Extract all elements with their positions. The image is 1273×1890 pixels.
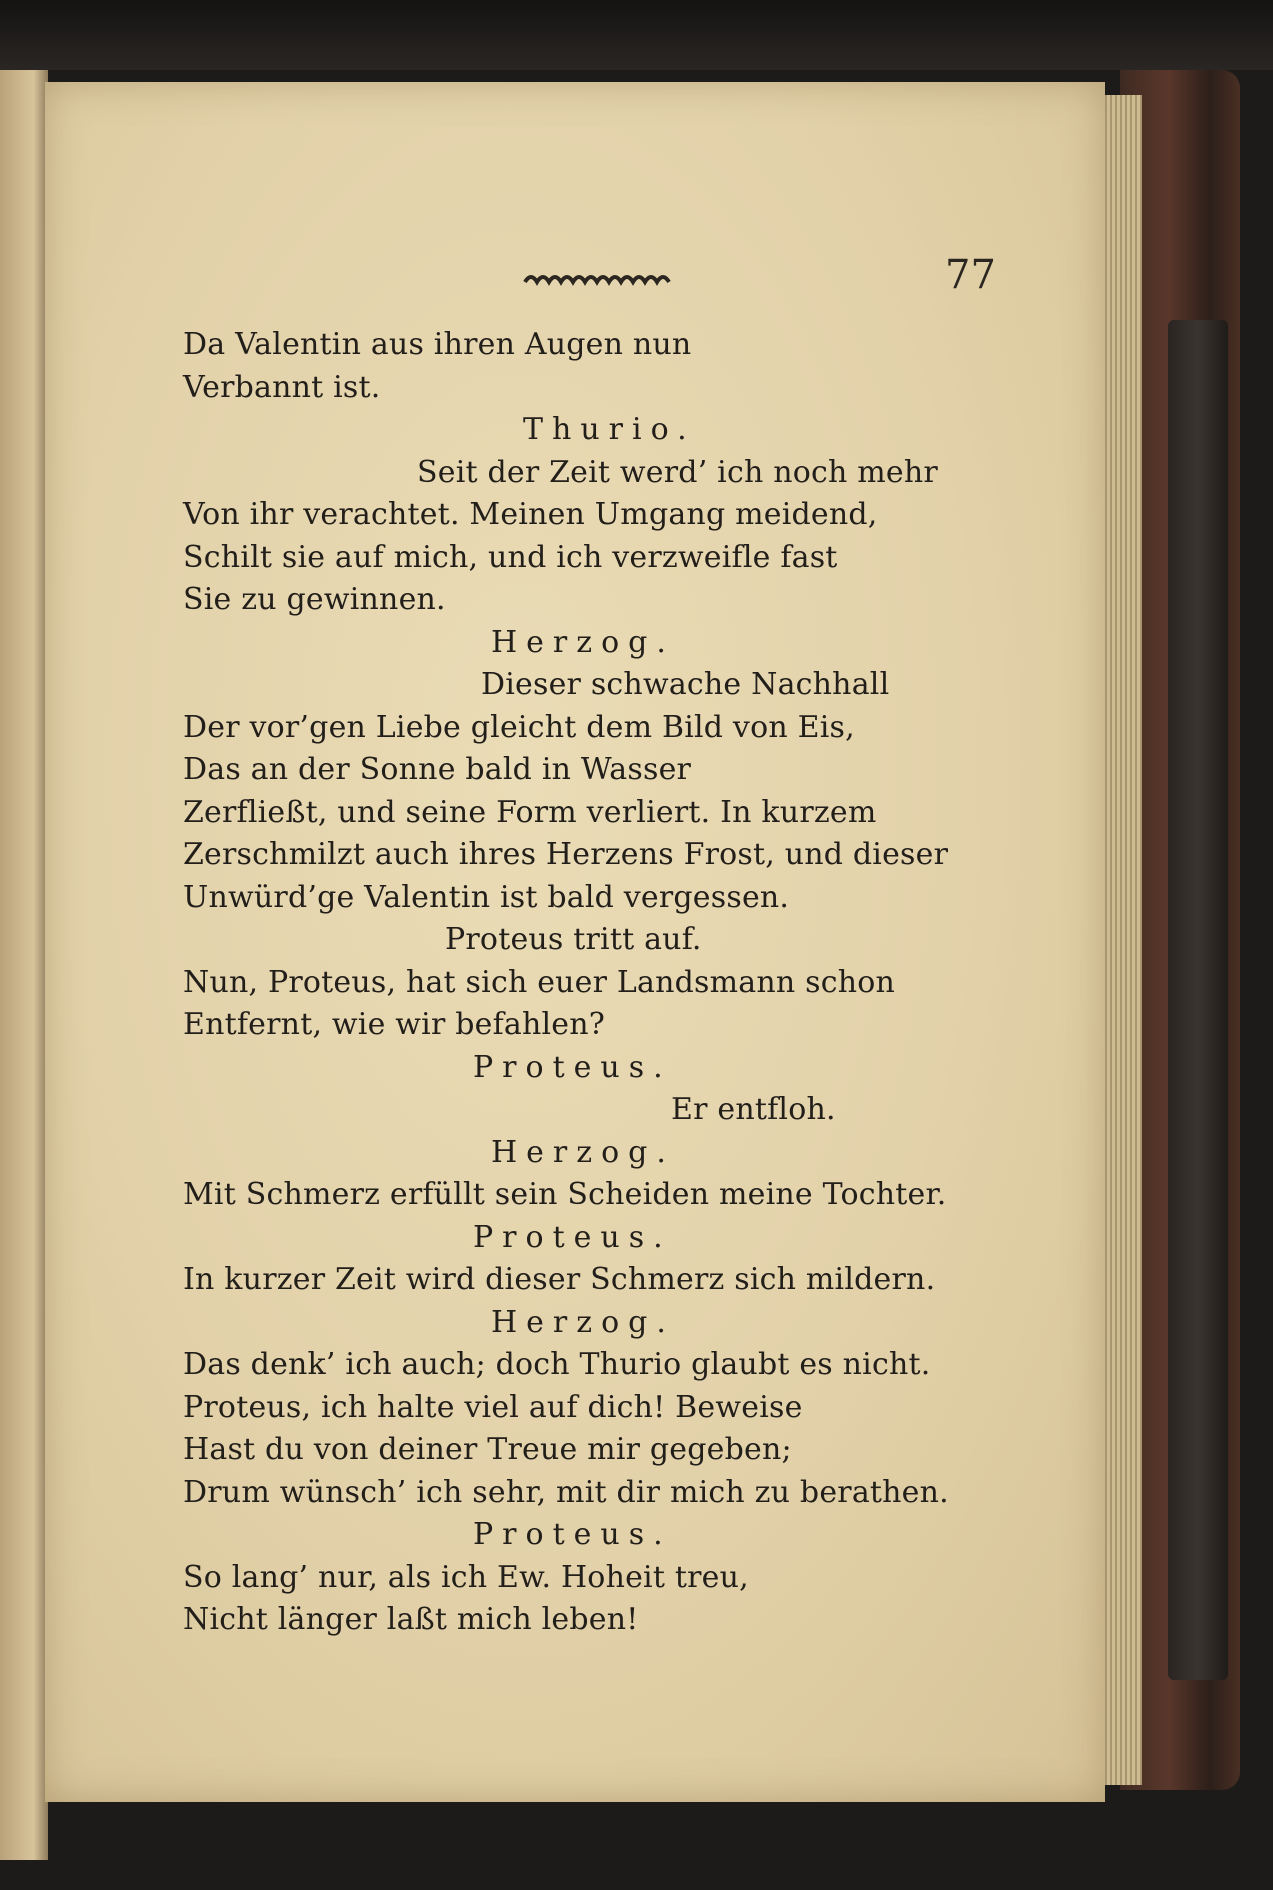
verse-line: Unwürd’ge Valentin ist bald vergessen. — [183, 879, 790, 915]
verse-line: Zerschmilzt auch ihres Herzens Frost, und dieser — [183, 837, 949, 872]
top-shadow — [0, 0, 1273, 70]
verse-line: Schilt sie auf mich, und ich verzweifle fast — [183, 539, 838, 575]
text-block — [183, 324, 1033, 1642]
verse-line: Seit der Zeit werd’ ich noch mehr — [417, 454, 938, 490]
page-number: 77 — [945, 252, 996, 298]
verse-line: Da Valentin aus ihren Augen nun — [183, 327, 692, 362]
stage-direction: Proteus tritt auf. — [445, 922, 702, 957]
speaker-name: Herzog. — [491, 1134, 675, 1170]
book-page — [45, 82, 1105, 1802]
speaker-name: Thurio. — [523, 412, 696, 447]
verse-line: Von ihr verachtet. Meinen Umgang meidend, — [183, 497, 878, 532]
speaker-name: Herzog. — [491, 624, 675, 660]
verse-line: Mit Schmerz erfüllt sein Scheiden meine Tochter. — [183, 1177, 947, 1212]
facing-page-edge — [0, 70, 48, 1860]
verse-line: Das an der Sonne bald in Wasser — [183, 752, 692, 787]
verse-line: Dieser schwache Nachhall — [481, 667, 890, 702]
speaker-name: Proteus. — [473, 1049, 672, 1085]
verse-line: Der vor’gen Liebe gleicht dem Bild von Eis, — [183, 709, 855, 745]
verse-line: Verbannt ist. — [183, 369, 381, 405]
cover-leather-strip — [1168, 320, 1228, 1680]
verse-line: Drum wünsch’ ich sehr, mit dir mich zu berathen. — [183, 1474, 949, 1510]
verse-line: Das denk’ ich auch; doch Thurio glaubt es nicht. — [183, 1347, 931, 1382]
speaker-name: Proteus. — [473, 1219, 672, 1255]
verse-line: Nun, Proteus, hat sich euer Landsmann schon — [183, 964, 896, 1000]
verse-line: So lang’ nur, als ich Ew. Hoheit treu, — [183, 1559, 749, 1595]
verse-line: Hast du von deiner Treue mir gegeben; — [183, 1432, 792, 1467]
speaker-name: Herzog. — [491, 1304, 675, 1340]
verse-line: In kurzer Zeit wird dieser Schmerz sich mildern. — [183, 1262, 936, 1297]
verse-line: Sie zu gewinnen. — [183, 582, 446, 617]
verse-line: Proteus, ich halte viel auf dich! Beweise — [183, 1389, 803, 1425]
verse-line: Entfernt, wie wir befahlen? — [183, 1007, 606, 1042]
header-ornament — [523, 268, 673, 288]
verse-line: Nicht länger laßt mich leben! — [183, 1602, 639, 1637]
verse-line: Er entfloh. — [671, 1092, 836, 1127]
verse-line: Zerfließt, und seine Form verliert. In kurzem — [183, 794, 877, 830]
speaker-name: Proteus. — [473, 1517, 672, 1552]
